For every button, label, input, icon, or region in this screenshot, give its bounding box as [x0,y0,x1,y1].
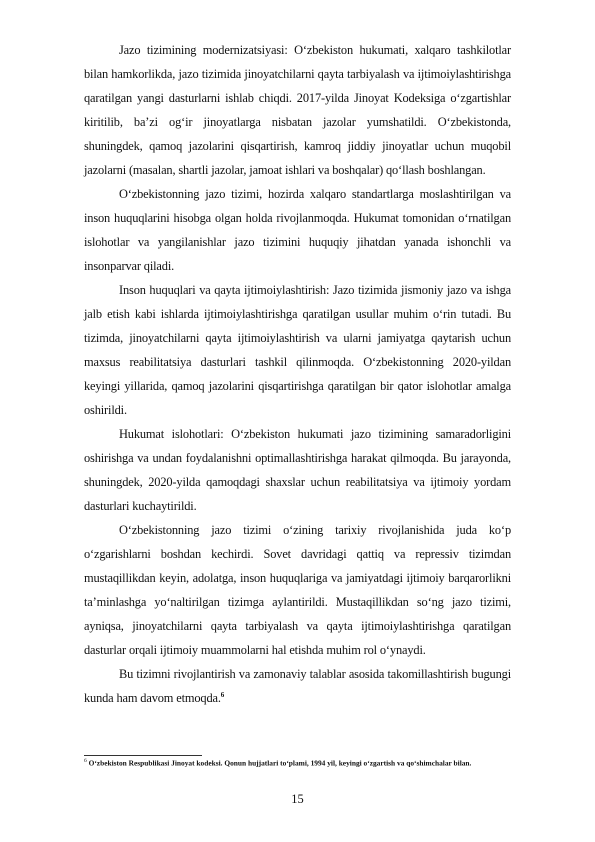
paragraph-conclusion-text: Bu tizimni rivojlantirish va zamonaviy talablar asosida takomillashtirish bugungi kunda ham davom etmoqda. [84,667,511,705]
footnote-reference[interactable]: 6 [220,690,225,699]
footnote-divider [84,755,202,756]
paragraph-conclusion [84,662,511,710]
page-body [84,38,511,710]
footnote-marker: 6 [84,758,87,764]
page-number: 15 [291,792,304,806]
paragraph-international-standards: O‘zbekistonning jazo tizimi, hozirda xalqaro standartlarga moslashtirilgan va inson huquqlarini hisobga olgan holda rivojlanmoqda. Hukumat tomonidan o‘rnatilgan islohotlar va yangilanishlar jazo tizimini huquqiy jihatdan yanada ishonchli va insonparvar qiladi. [84,187,511,273]
footnote [84,757,504,768]
paragraph-human-rights: Inson huquqlari va qayta ijtimoiylashtirish: Jazo tizimida jismoniy jazo va ishga jalb etish kabi ishlarda ijtimoiylashtirishga qaratilgan usullar muhim o‘rin tutadi. Bu tizimda, jinoyatchilarni qayta ijtimoiylashtirish va ularni jamiyatga qaytarish uchun maxsus reabilitatsiya dasturlari tashkil qilinmoqda. O‘zbekistonning 2020-yildan keyingi yillarida, qamoq jazolarini qisqartirishga qaratilgan bir qator islohotlar amalga oshirildi. [84,283,511,417]
paragraph-historical-development: O‘zbekistonning jazo tizimi o‘zining tarixiy rivojlanishida juda ko‘p o‘zgarishlarni boshdan kechirdi. Sovet davridagi qattiq va repressiv tizimdan mustaqillikdan keyin, adolatga, inson huquqlariga va jamiyatdagi ijtimoiy barqarorlikni ta’minlashga yo‘naltirilgan tizimga aylantirildi. Mustaqillikdan so‘ng jazo tizimi, ayniqsa, jinoyatchilarni qayta tarbiyalash va qayta ijtimoiylashtirishga qaratilgan dasturlar orqali ijtimoiy muammolarni hal etishda muhim rol o‘ynaydi. [84,523,511,657]
paragraph-government-reforms: Hukumat islohotlari: O‘zbekiston hukumati jazo tizimining samaradorligini oshirishga va undan foydalanishni optimallashtirishga harakat qilmoqda. Bu jarayonda, shuningdek, 2020-yilda qamoqdagi shaxslar uchun reabilitatsiya va ijtimoiy yordam dasturlari kuchaytirildi. [84,427,511,513]
footnote-text: O‘zbekiston Respublikasi Jinoyat kodeksi. Qonun hujjatlari to‘plami, 1994 yil, keyingi o‘zgartish va qo‘shimchalar bilan. [86,758,472,768]
paragraph-modernization: Jazo tizimining modernizatsiyasi: O‘zbekiston hukumati, xalqaro tashkilotlar bilan hamkorlikda, jazo tizimida jinoyatchilarni qayta tarbiyalash va ijtimoiylashtirishga qaratilgan yangi dasturlarni ishlab chiqdi. 2017-yilda Jinoyat Kodeksiga o‘zgartishlar kiritilib, ba’zi og‘ir jinoyatlarga nisbatan jazolar yumshatildi. O‘zbekistonda, shuningdek, qamoq jazolarini qisqartirish, kamroq jiddiy jinoyatlar uchun muqobil jazolarni (masalan, shartli jazolar, jamoat ishlari va boshqalar) qo‘llash boshlangan. [84,43,511,177]
